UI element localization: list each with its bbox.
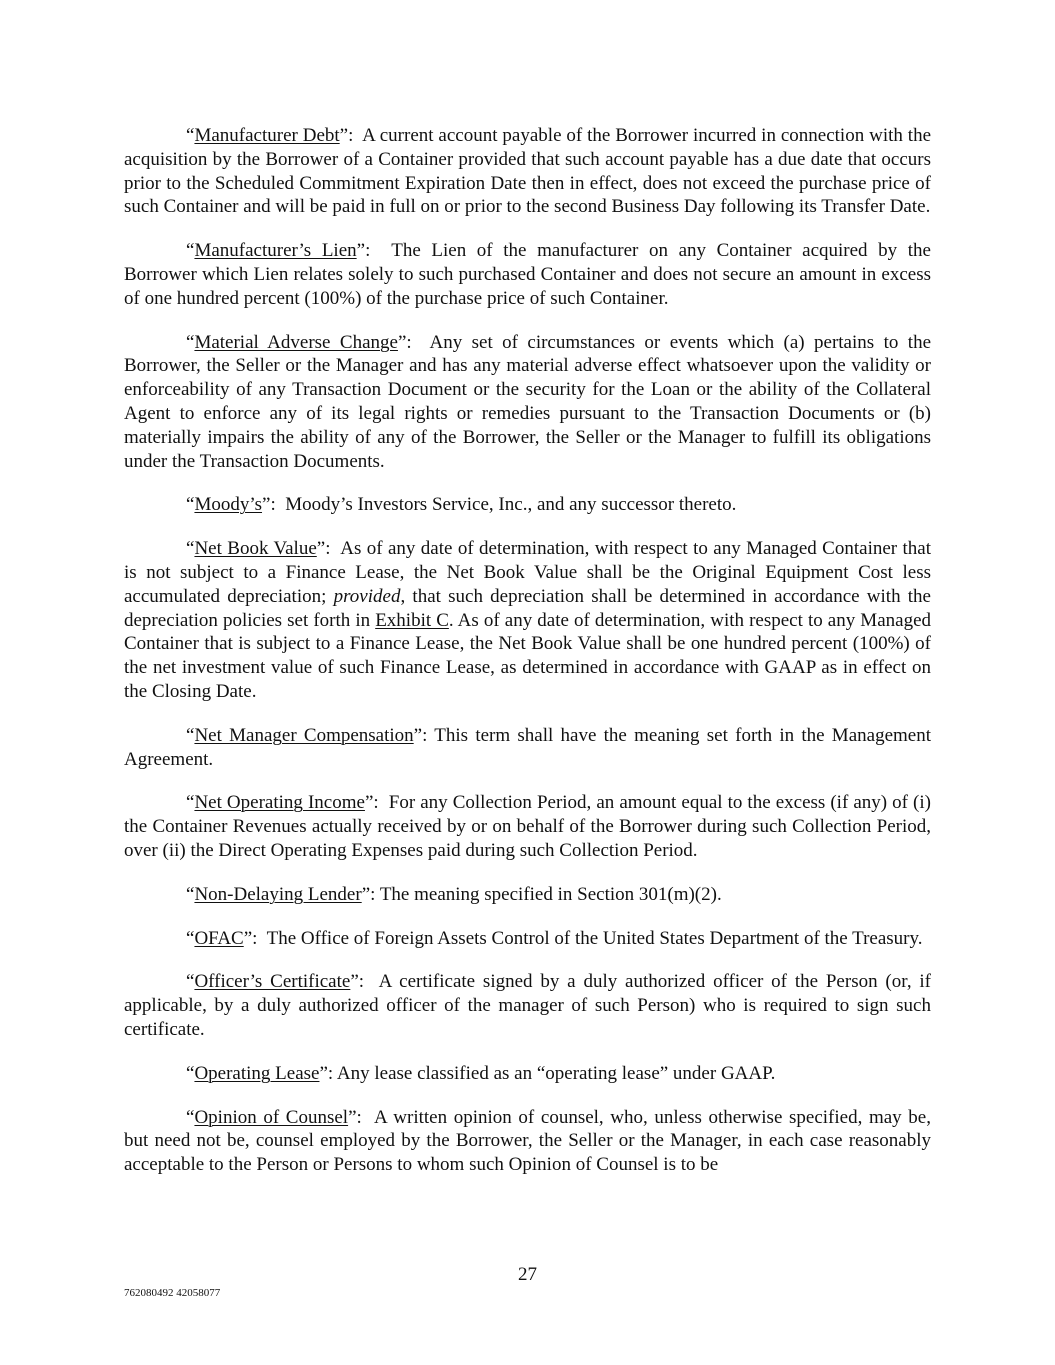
defined-term: Net Manager Compensation	[194, 724, 414, 746]
defined-term: Operating Lease	[194, 1062, 320, 1084]
defined-term: Net Book Value	[194, 538, 317, 560]
definition-text: Moody’s Investors Service, Inc., and any successor thereto.	[285, 494, 737, 516]
definition-ofac: “OFAC”: The Office of Foreign Assets Control of the United States Department of the Treasury.	[186, 927, 923, 949]
definition-officers-certificate: “Officer’s Certificate”: A certificate signed by a duly authorized officer of the Person (or, if applicable, by a duly authorized officer of the manager of such Person) who is required to sign such certificate.	[124, 971, 931, 1040]
definition-text: The Lien of the manufacturer on any Container acquired by the Borrower which Lien relates solely to such purchased Container and does not secure an amount in excess of one hundred percent (100%) of the purchase price of such Container.	[124, 240, 931, 309]
definition-text: This term shall have the meaning set forth in the Management Agreement.	[124, 724, 931, 770]
definition-net-manager-compensation: “Net Manager Compensation”: This term shall have the meaning set forth in the Management Agreement.	[124, 724, 931, 770]
defined-term: Non-Delaying Lender	[194, 883, 362, 905]
page-number: 27	[518, 1264, 537, 1285]
definition-net-operating-income: “Net Operating Income”: For any Collection Period, an amount equal to the excess (if any) of (i) the Container Revenues actually received by or on behalf of the Borrower during such Collection Period, over (ii) the Direct Operating Expenses paid during such Collection Period.	[124, 792, 931, 861]
definition-text: A certificate signed by a duly authorized officer of the Person (or, if applicable, by a duly authorized officer of the manager of such Person) who is required to sign such certificate.	[124, 971, 931, 1040]
defined-term: Opinion of Counsel	[194, 1106, 349, 1128]
defined-term: Material Adverse Change	[194, 331, 398, 353]
definition-text: For any Collection Period, an amount equal to the excess (if any) of (i) the Container Revenues actually received by or on behalf of the Borrower during such Collection Period, over (ii) the Direct Operating Expenses paid during such Collection Period.	[124, 792, 931, 861]
definition-non-delaying-lender: “Non-Delaying Lender”: The meaning specified in Section 301(m)(2).	[186, 883, 722, 905]
definition-material-adverse-change: “Material Adverse Change”: Any set of circumstances or events which (a) pertains to the Borrower, the Seller or the Manager and has any material adverse effect whatsoever upon the validity or enforceability of any Transaction Document or the security for the Loan or the ability of the Collateral Agent to enforce any of its legal rights or remedies pursuant to the Transaction Documents or (b) materially impairs the ability of any of the Borrower, the Seller or the Manager to fulfill its obligations under the Transaction Documents.	[124, 331, 932, 472]
defined-term: Officer’s Certificate	[194, 971, 351, 993]
exhibit-reference: Exhibit C	[375, 609, 449, 631]
definition-net-book-value: “Net Book Value”: As of any date of determination, with respect to any Managed Container that is not subject to a Finance Lease, the Net Book Value shall be the Original Equipment Cost less accumulated depreciation; provided, that such depreciation shall be determined in accordance with the depreciation policies set forth in Exhibit C. As of any date of determination, with respect to any Managed Container that is subject to a Finance Lease, the Net Book Value shall be one hundred percent (100%) of the net investment value of such Finance Lease, as determined in accordance with GAAP as in effect on the Closing Date.	[124, 538, 932, 702]
definition-text: The Office of Foreign Assets Control of the United States Department of the Treasury.	[266, 927, 923, 949]
definition-text: The meaning specified in Section 301(m)(2).	[379, 883, 722, 905]
defined-term: Manufacturer’s Lien	[194, 240, 357, 262]
definition-text: Any lease classified as an “operating lease” under GAAP.	[336, 1062, 776, 1084]
defined-term: OFAC	[194, 927, 244, 949]
definition-manufacturer-debt: “Manufacturer Debt”: A current account payable of the Borrower incurred in connection with the acquisition by the Borrower of a Container provided that such account payable has a due date that occurs prior to the Scheduled Commitment Expiration Date then in effect, does not exceed the purchase price of such Container and will be paid in full on or prior to the second Business Day following its Transfer Date.	[124, 125, 932, 218]
definitions-section	[124, 124, 931, 1197]
definition-text: A current account payable of the Borrower incurred in connection with the acquisition by the Borrower of a Container provided that such account payable has a due date that occurs prior to the Scheduled Commitment Expiration Date then in effect, does not exceed the purchase price of such Container and will be paid in full on or prior to the second Business Day following its Transfer Date.	[124, 125, 932, 218]
defined-term: Manufacturer Debt	[194, 125, 340, 146]
definition-moodys: “Moody’s”: Moody’s Investors Service, Inc., and any successor thereto.	[186, 494, 737, 516]
definition-text: , that such depreciation shall be determined in accordance with the depreciation policies set forth in	[124, 585, 931, 631]
defined-term: Net Operating Income	[194, 792, 365, 814]
defined-term: Moody’s	[194, 494, 263, 516]
definition-text-italic: provided	[333, 585, 401, 607]
definition-text: As of any date of determination, with respect to any Managed Container that is not subject to a Finance Lease, the Net Book Value shall be the Original Equipment Cost less accumulated depreciation;	[124, 538, 931, 607]
definition-text: A written opinion of counsel, who, unless otherwise specified, may be, but need not be, counsel employed by the Borrower, the Seller or the Manager, in each case reasonably acceptable to the Person or Persons to whom such Opinion of Counsel is to be	[124, 1106, 931, 1176]
definition-text: Any set of circumstances or events which (a) pertains to the Borrower, the Seller or the Manager and has any material adverse effect whatsoever upon the validity or enforceability of any Transaction Document or the security for the Loan or the ability of the Collateral Agent to enforce any of its legal rights or remedies pursuant to the Transaction Documents or (b) materially impairs the ability of any of the Borrower, the Seller or the Manager to fulfill its obligations under the Transaction Documents.	[124, 331, 932, 472]
definition-manufacturers-lien: “Manufacturer’s Lien”: The Lien of the manufacturer on any Container acquired by the Borrower which Lien relates solely to such purchased Container and does not secure an amount in excess of one hundred percent (100%) of the purchase price of such Container.	[124, 240, 931, 309]
definition-operating-lease: “Operating Lease”: Any lease classified as an “operating lease” under GAAP.	[186, 1062, 776, 1084]
document-id: 762080492 42058077	[124, 1287, 221, 1299]
definition-text: . As of any date of determination, with respect to any Managed Container that is subject to a Finance Lease, the Net Book Value shall be one hundred percent (100%) of the net investment value of such Finance Lease, as determined in accordance with GAAP as in effect on the Closing Date.	[124, 609, 932, 702]
definition-opinion-of-counsel: “Opinion of Counsel”: A written opinion of counsel, who, unless otherwise specified, may be, but need not be, counsel employed by the Borrower, the Seller or the Manager, in each case reasonably acceptable to the Person or Persons to whom such Opinion of Counsel is to be	[124, 1106, 931, 1176]
